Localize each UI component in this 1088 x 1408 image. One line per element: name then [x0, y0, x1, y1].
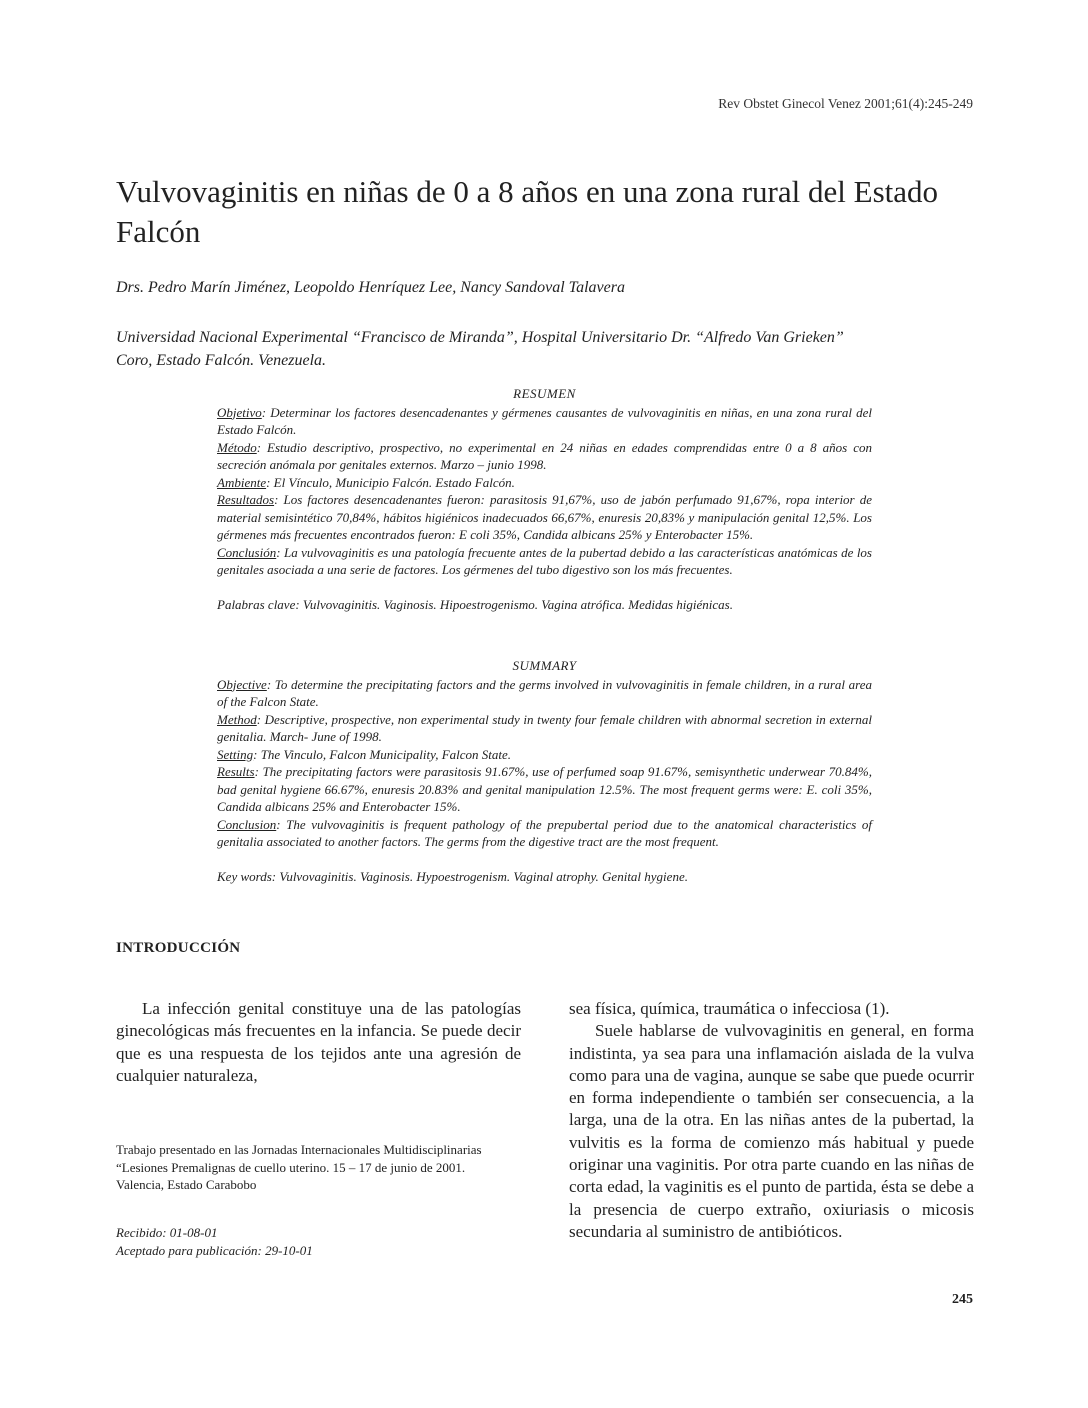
summary-method: [217, 711, 872, 746]
footnote-line: Valencia, Estado Carabobo: [116, 1177, 257, 1192]
affiliation-line: Coro, Estado Falcón. Venezuela.: [116, 352, 327, 369]
body-column-right: [569, 998, 974, 1243]
resumen-resultados: [217, 491, 872, 544]
metodo-text: : Estudio descriptivo, prospectivo, no experimental en 24 niñas en edades comprendidas entre 0 a 8 años con secreción anómala por genitales externos. Marzo – junio 1998.: [217, 439, 872, 472]
resumen-metodo: [217, 439, 872, 474]
conclusion-text-en: : The vulvovaginitis is frequent pathology of the prepubertal period due to the anatomical characteristics of genitalia associated to another factors. The germs from the digestive tract are the most frequent.: [217, 816, 872, 849]
affiliation: [116, 326, 976, 372]
resumen-ambiente: [217, 474, 872, 492]
received-date: Recibido: 01-08-01: [116, 1225, 218, 1240]
summary-heading: SUMMARY: [512, 658, 577, 673]
setting-label: Setting: [217, 746, 254, 762]
intro-paragraph: La infección genital constituye una de las patologías ginecológicas más frecuentes en la infancia. Se puede decir que es una respuesta de los tejidos ante una agresión de cualquier naturaleza,: [116, 999, 521, 1085]
affiliation-line: Universidad Nacional Experimental “Francisco de Miranda”, Hospital Universitario Dr. “Alfredo Van Grieken”: [116, 329, 844, 346]
conclusion-label-en: Conclusion: [217, 816, 277, 832]
objective-text: : To determine the precipitating factors and the germs involved in vulvovaginitis in female children, in a rural area of the Falcon State.: [217, 676, 872, 709]
resumen-conclusion: [217, 544, 872, 579]
resumen-heading: RESUMEN: [513, 386, 576, 401]
resultados-label: Resultados: [217, 492, 275, 507]
accepted-date: Aceptado para publicación: 29-10-01: [116, 1242, 313, 1258]
article-title: Vulvovaginitis en niñas de 0 a 8 años en una zona rural del Estado Falcón: [116, 174, 938, 249]
metodo-label: Método: [217, 439, 257, 455]
summary-setting: [217, 746, 872, 764]
footnote-line: Trabajo presentado en las Jornadas Internacionales Multidisciplinarias: [116, 1142, 482, 1157]
key-words: Key words: Vulvovaginitis. Vaginosis. Hypoestrogenism. Vaginal atrophy. Genital hygiene.: [217, 868, 688, 884]
objective-label: Objective: [217, 676, 267, 692]
conclusion-label: Conclusión: [217, 544, 277, 560]
resumen-objetivo: [217, 404, 872, 439]
results-text: : The precipitating factors were parasitosis 91.67%, use of perfumed soap 91.67%, semisynthetic underwear 70.84%, bad genital hygiene 66.67%, enuresis 20.83% and genital manipulation 12.5%. The most frequent germs were: E. coli 35%, Candida albicans 25% and Enterobacter 15%.: [217, 764, 872, 814]
results-label: Results: [217, 764, 255, 779]
intro-paragraph: Suele hablarse de vulvovaginitis en general, en forma indistinta, ya sea para una inflamación aislada de la vulva como para una de vagina, aunque se sabe que puede ocurrir en forma independiente o también ser consecuencia, a la larga, una de la otra. En las niñas antes de la pubertad, la vulvitis es la forma de comienzo más habitual y puede originar una vaginitis. Por otra parte cuando en las niñas de corta edad, la vaginitis es el punto de partida, ésta se debe a la presencia de cuerpo extraño, oxiuriasis o micosis secundaria al suministro de antibióticos.: [569, 1021, 975, 1241]
palabras-clave: Palabras clave: Vulvovaginitis. Vaginosis. Hipoestrogenismo. Vagina atrófica. Medidas higiénicas.: [217, 596, 733, 612]
journal-reference: Rev Obstet Ginecol Venez 2001;61(4):245-249: [718, 96, 973, 111]
page-number: 245: [952, 1292, 973, 1307]
footnote-line: “Lesiones Premalignas de cuello uterino. 15 – 17 de junio de 2001.: [116, 1159, 466, 1175]
ambiente-text: : El Vínculo, Municipio Falcón. Estado Falcón.: [266, 474, 515, 490]
introduction-heading: INTRODUCCIÓN: [116, 940, 241, 956]
footnote: [116, 1141, 536, 1194]
body-column-left: [116, 998, 521, 1087]
ambiente-label: Ambiente: [217, 474, 267, 490]
authors: Drs. Pedro Marín Jiménez, Leopoldo Henríquez Lee, Nancy Sandoval Talavera: [116, 279, 625, 296]
resultados-text: : Los factores desencadenantes fueron: parasitosis 91,67%, uso de jabón perfumado 91,67%, ropa interior de material semisintético 70,84%, hábitos higiénicos inadecuados 66,67%, enuresis 20,83% y manipulación genital 12,5%. Los gérmenes más frecuentes encontrados fueron: E coli 35%, Candida albicans 25% y Enterobacter 15%.: [217, 492, 872, 542]
intro-paragraph-continued: sea física, química, traumática o infecciosa (1).: [569, 999, 890, 1018]
conclusion-text: : La vulvovaginitis es una patología frecuente antes de la pubertad debido a las características anatómicas de los genitales asociada a una serie de factores. Los gérmenes del tubo digestivo son los más frecuentes.: [217, 544, 872, 577]
summary-objective: [217, 676, 872, 711]
method-text: : Descriptive, prospective, non experimental study in twenty four female children with abnormal secretion in external genitalia. March- June of 1998.: [217, 711, 872, 744]
setting-text: : The Vinculo, Falcon Municipality, Falcon State.: [253, 746, 512, 762]
summary-conclusion: [217, 816, 872, 851]
submission-dates: [116, 1224, 536, 1259]
summary-abstract: [217, 657, 872, 885]
resumen-abstract: [217, 385, 872, 613]
objetivo-label: Objetivo: [217, 404, 262, 420]
objetivo-text: : Determinar los factores desencadenantes y gérmenes causantes de vulvovaginitis en niñas, en una zona rural del Estado Falcón.: [217, 404, 872, 437]
summary-results: [217, 763, 872, 816]
method-label: Method: [217, 711, 257, 727]
